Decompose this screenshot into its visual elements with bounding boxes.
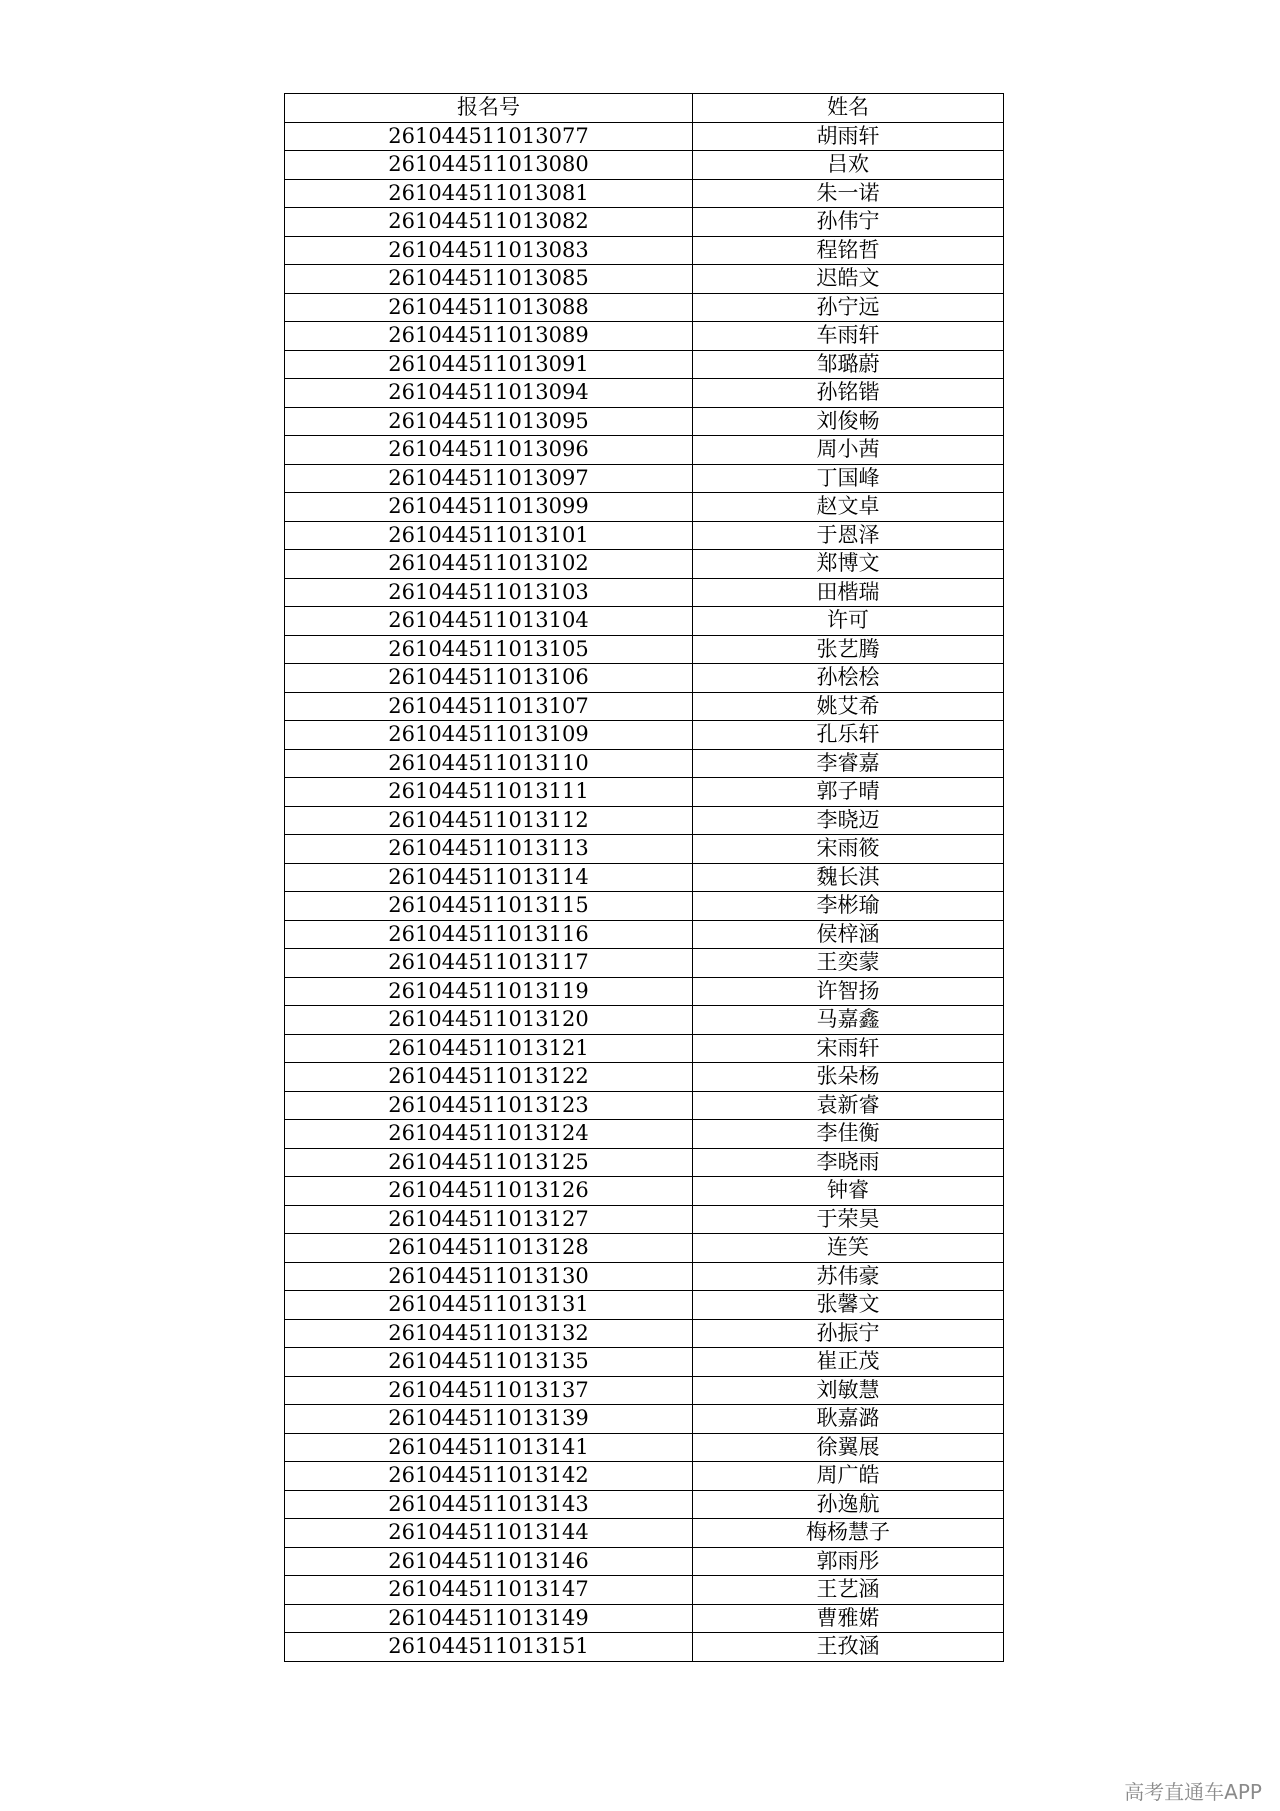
table-row: [285, 293, 1004, 322]
table-row: [285, 863, 1004, 892]
registration-number-cell: 261044511013128: [285, 1234, 693, 1263]
table-row: [285, 1604, 1004, 1633]
name-cell: 程铭哲: [693, 236, 1004, 265]
table-row: [285, 436, 1004, 465]
registration-number-cell: 261044511013083: [285, 236, 693, 265]
table-row: [285, 1120, 1004, 1149]
registration-number-cell: 261044511013081: [285, 179, 693, 208]
header-name: 姓名: [693, 94, 1004, 123]
name-cell: 李佳衡: [693, 1120, 1004, 1149]
registration-number-cell: 261044511013115: [285, 892, 693, 921]
registration-number-cell: 261044511013122: [285, 1063, 693, 1092]
table-row: [285, 1490, 1004, 1519]
name-cell: 李晓迈: [693, 806, 1004, 835]
table-row: [285, 749, 1004, 778]
table-row: [285, 1348, 1004, 1377]
table-row: [285, 322, 1004, 351]
table-row: [285, 350, 1004, 379]
name-cell: 许智扬: [693, 977, 1004, 1006]
name-cell: 刘敏慧: [693, 1376, 1004, 1405]
table-row: [285, 179, 1004, 208]
registration-number-cell: 261044511013109: [285, 721, 693, 750]
registration-number-cell: 261044511013113: [285, 835, 693, 864]
table-row: [285, 1034, 1004, 1063]
header-registration-number: 报名号: [285, 94, 693, 123]
table-row: [285, 664, 1004, 693]
table-row: [285, 236, 1004, 265]
registration-number-cell: 261044511013101: [285, 521, 693, 550]
table-row: [285, 265, 1004, 294]
name-cell: 梅杨慧子: [693, 1519, 1004, 1548]
table-row: [285, 1148, 1004, 1177]
table-row: [285, 1262, 1004, 1291]
registration-number-cell: 261044511013132: [285, 1319, 693, 1348]
registration-number-cell: 261044511013077: [285, 122, 693, 151]
registration-number-cell: 261044511013119: [285, 977, 693, 1006]
registration-number-cell: 261044511013142: [285, 1462, 693, 1491]
name-cell: 孙逸航: [693, 1490, 1004, 1519]
registration-number-cell: 261044511013124: [285, 1120, 693, 1149]
table-row: [285, 977, 1004, 1006]
registration-number-cell: 261044511013102: [285, 550, 693, 579]
name-cell: 张朵杨: [693, 1063, 1004, 1092]
table-row: [285, 1405, 1004, 1434]
name-cell: 孙桧桧: [693, 664, 1004, 693]
registration-number-cell: 261044511013110: [285, 749, 693, 778]
table-row: [285, 464, 1004, 493]
name-cell: 于恩泽: [693, 521, 1004, 550]
name-cell: 孙铭锴: [693, 379, 1004, 408]
registration-number-cell: 261044511013143: [285, 1490, 693, 1519]
table-row: [285, 1006, 1004, 1035]
registration-number-cell: 261044511013103: [285, 578, 693, 607]
name-cell: 李彬瑜: [693, 892, 1004, 921]
table-row: [285, 778, 1004, 807]
table-row: [285, 1205, 1004, 1234]
registration-number-cell: 261044511013095: [285, 407, 693, 436]
name-cell: 刘俊畅: [693, 407, 1004, 436]
table-row: [285, 1547, 1004, 1576]
table-row: [285, 1519, 1004, 1548]
table-row: [285, 578, 1004, 607]
table-row: [285, 920, 1004, 949]
registration-number-cell: 261044511013144: [285, 1519, 693, 1548]
name-cell: 田楷瑞: [693, 578, 1004, 607]
registration-number-cell: 261044511013117: [285, 949, 693, 978]
name-cell: 崔正茂: [693, 1348, 1004, 1377]
table-row: [285, 151, 1004, 180]
table-header-row: [285, 94, 1004, 123]
table-row: [285, 1633, 1004, 1662]
name-cell: 曹雅婼: [693, 1604, 1004, 1633]
table-row: [285, 1462, 1004, 1491]
name-cell: 王艺涵: [693, 1576, 1004, 1605]
table-row: [285, 892, 1004, 921]
table-row: [285, 1177, 1004, 1206]
registration-number-cell: 261044511013141: [285, 1433, 693, 1462]
registration-number-cell: 261044511013127: [285, 1205, 693, 1234]
name-cell: 李睿嘉: [693, 749, 1004, 778]
table-row: [285, 550, 1004, 579]
table-row: [285, 835, 1004, 864]
name-cell: 王孜涵: [693, 1633, 1004, 1662]
name-cell: 许可: [693, 607, 1004, 636]
registration-number-cell: 261044511013149: [285, 1604, 693, 1633]
registration-number-cell: 261044511013104: [285, 607, 693, 636]
registration-number-cell: 261044511013099: [285, 493, 693, 522]
name-cell: 郭雨彤: [693, 1547, 1004, 1576]
registration-number-cell: 261044511013106: [285, 664, 693, 693]
name-cell: 宋雨筱: [693, 835, 1004, 864]
registration-number-cell: 261044511013089: [285, 322, 693, 351]
name-cell: 连笑: [693, 1234, 1004, 1263]
name-cell: 徐翼展: [693, 1433, 1004, 1462]
name-cell: 苏伟豪: [693, 1262, 1004, 1291]
registration-number-cell: 261044511013082: [285, 208, 693, 237]
registration-number-cell: 261044511013114: [285, 863, 693, 892]
name-cell: 袁新睿: [693, 1091, 1004, 1120]
name-cell: 胡雨轩: [693, 122, 1004, 151]
registration-number-cell: 261044511013146: [285, 1547, 693, 1576]
name-cell: 王奕蒙: [693, 949, 1004, 978]
registration-number-cell: 261044511013085: [285, 265, 693, 294]
table-row: [285, 1319, 1004, 1348]
registration-number-cell: 261044511013111: [285, 778, 693, 807]
table-row: [285, 208, 1004, 237]
name-cell: 赵文卓: [693, 493, 1004, 522]
registration-number-cell: 261044511013094: [285, 379, 693, 408]
table-row: [285, 1433, 1004, 1462]
table-row: [285, 635, 1004, 664]
name-cell: 李晓雨: [693, 1148, 1004, 1177]
name-cell: 孙伟宁: [693, 208, 1004, 237]
registration-number-cell: 261044511013147: [285, 1576, 693, 1605]
name-cell: 宋雨轩: [693, 1034, 1004, 1063]
table-row: [285, 692, 1004, 721]
table-row: [285, 806, 1004, 835]
table-row: [285, 1091, 1004, 1120]
registration-number-cell: 261044511013105: [285, 635, 693, 664]
registration-table: [284, 93, 1004, 1662]
table-row: [285, 1234, 1004, 1263]
name-cell: 孙宁远: [693, 293, 1004, 322]
registration-number-cell: 261044511013123: [285, 1091, 693, 1120]
table-row: [285, 407, 1004, 436]
table-row: [285, 949, 1004, 978]
table-row: [285, 521, 1004, 550]
registration-number-cell: 261044511013131: [285, 1291, 693, 1320]
name-cell: 朱一诺: [693, 179, 1004, 208]
registration-number-cell: 261044511013130: [285, 1262, 693, 1291]
registration-number-cell: 261044511013120: [285, 1006, 693, 1035]
name-cell: 侯梓涵: [693, 920, 1004, 949]
name-cell: 迟皓文: [693, 265, 1004, 294]
name-cell: 孙振宁: [693, 1319, 1004, 1348]
name-cell: 马嘉鑫: [693, 1006, 1004, 1035]
name-cell: 周广皓: [693, 1462, 1004, 1491]
name-cell: 车雨轩: [693, 322, 1004, 351]
table-row: [285, 379, 1004, 408]
registration-number-cell: 261044511013088: [285, 293, 693, 322]
registration-number-cell: 261044511013116: [285, 920, 693, 949]
registration-number-cell: 261044511013139: [285, 1405, 693, 1434]
registration-number-cell: 261044511013137: [285, 1376, 693, 1405]
registration-number-cell: 261044511013107: [285, 692, 693, 721]
table-row: [285, 1291, 1004, 1320]
watermark-text: 高考直通车APP: [1124, 1780, 1262, 1804]
table-row: [285, 1063, 1004, 1092]
name-cell: 周小茜: [693, 436, 1004, 465]
name-cell: 姚艾希: [693, 692, 1004, 721]
name-cell: 邹璐蔚: [693, 350, 1004, 379]
name-cell: 郑博文: [693, 550, 1004, 579]
registration-number-cell: 261044511013135: [285, 1348, 693, 1377]
registration-number-cell: 261044511013125: [285, 1148, 693, 1177]
registration-number-cell: 261044511013112: [285, 806, 693, 835]
table-row: [285, 1376, 1004, 1405]
name-cell: 张艺腾: [693, 635, 1004, 664]
name-cell: 钟睿: [693, 1177, 1004, 1206]
registration-number-cell: 261044511013121: [285, 1034, 693, 1063]
registration-number-cell: 261044511013151: [285, 1633, 693, 1662]
name-cell: 张馨文: [693, 1291, 1004, 1320]
registration-number-cell: 261044511013091: [285, 350, 693, 379]
name-cell: 于荣昊: [693, 1205, 1004, 1234]
registration-number-cell: 261044511013096: [285, 436, 693, 465]
table-row: [285, 721, 1004, 750]
registration-number-cell: 261044511013126: [285, 1177, 693, 1206]
table-row: [285, 493, 1004, 522]
name-cell: 丁国峰: [693, 464, 1004, 493]
table-row: [285, 1576, 1004, 1605]
name-cell: 耿嘉潞: [693, 1405, 1004, 1434]
table-row: [285, 122, 1004, 151]
name-cell: 吕欢: [693, 151, 1004, 180]
name-cell: 魏长淇: [693, 863, 1004, 892]
name-cell: 郭子晴: [693, 778, 1004, 807]
table-row: [285, 607, 1004, 636]
registration-number-cell: 261044511013097: [285, 464, 693, 493]
name-cell: 孔乐轩: [693, 721, 1004, 750]
registration-number-cell: 261044511013080: [285, 151, 693, 180]
table-body: [285, 122, 1004, 1661]
